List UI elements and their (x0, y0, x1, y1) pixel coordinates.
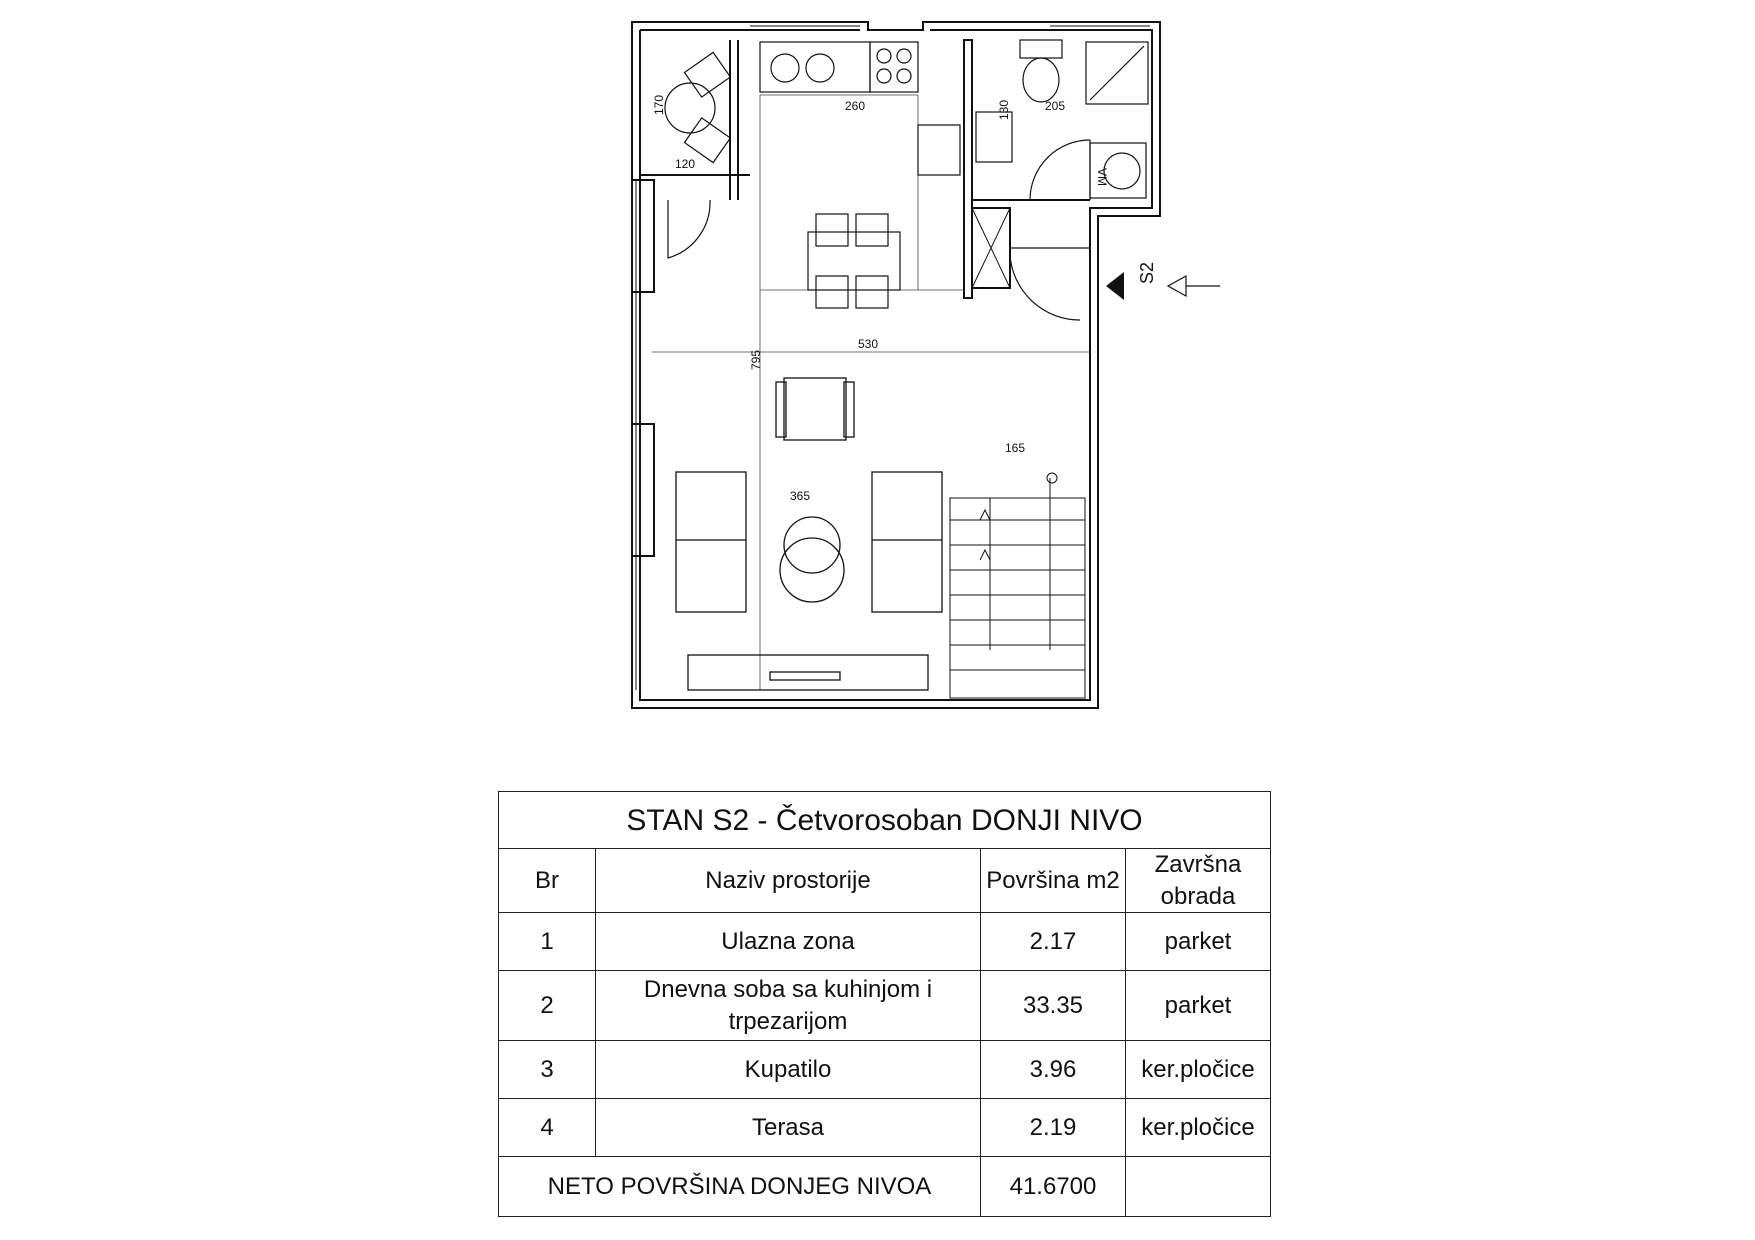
cell-br: 3 (499, 1041, 596, 1099)
dimension-label: 170 (652, 94, 666, 115)
staircase (950, 473, 1085, 698)
header-povrsina: Površina m2 (981, 849, 1126, 913)
dimension-label: 130 (997, 99, 1011, 120)
cell-povrsina: 2.19 (981, 1099, 1126, 1157)
dimension-label: 530 (858, 337, 879, 351)
table-row (499, 1099, 1271, 1157)
cell-naziv: Ulazna zona (596, 913, 981, 971)
dimension-labels (652, 95, 1109, 503)
table-title: STAN S2 - Četvorosoban DONJI NIVO (499, 792, 1271, 849)
door-swings (668, 200, 1090, 320)
cell-naziv: Kupatilo (596, 1041, 981, 1099)
cell-naziv: Terasa (596, 1099, 981, 1157)
room-table (498, 791, 1271, 1217)
cell-povrsina: 3.96 (981, 1041, 1126, 1099)
cell-povrsina: 33.35 (981, 971, 1126, 1041)
dimension-label: 795 (749, 349, 763, 370)
total-label: NETO POVRŠINA DONJEG NIVOA (499, 1157, 981, 1217)
header-naziv: Naziv prostorije (596, 849, 981, 913)
section-label: S2 (1137, 261, 1157, 284)
guide-lines (652, 95, 1090, 690)
total-empty (1126, 1157, 1271, 1217)
cell-naziv: Dnevna soba sa kuhinjom i trpezarijom (596, 971, 981, 1041)
section-marker (1106, 262, 1220, 300)
table-row (499, 971, 1271, 1041)
dimension-label: 260 (845, 99, 866, 113)
cell-br: 2 (499, 971, 596, 1041)
cell-obrada: parket (1126, 971, 1271, 1041)
living-furniture (676, 378, 942, 690)
cell-povrsina: 2.17 (981, 913, 1126, 971)
table-row (499, 1041, 1271, 1099)
header-obrada: Završna obrada (1126, 849, 1271, 913)
cell-obrada: parket (1126, 913, 1271, 971)
terrace-furniture (665, 52, 730, 162)
dimension-label: 365 (790, 489, 811, 503)
dimension-label: 205 (1045, 99, 1066, 113)
dining-set (808, 214, 900, 308)
cell-br: 1 (499, 913, 596, 971)
cell-obrada: ker.pločice (1126, 1099, 1271, 1157)
dimension-label: 165 (1005, 441, 1026, 455)
cell-obrada: ker.pločice (1126, 1041, 1271, 1099)
total-value: 41.6700 (981, 1157, 1126, 1217)
interior-walls (632, 40, 1090, 700)
header-br: Br (499, 849, 596, 913)
dimension-label: 120 (675, 157, 696, 171)
cell-br: 4 (499, 1099, 596, 1157)
total-row (499, 1157, 1271, 1217)
appliance-label: VM (1095, 168, 1109, 186)
table-row (499, 913, 1271, 971)
